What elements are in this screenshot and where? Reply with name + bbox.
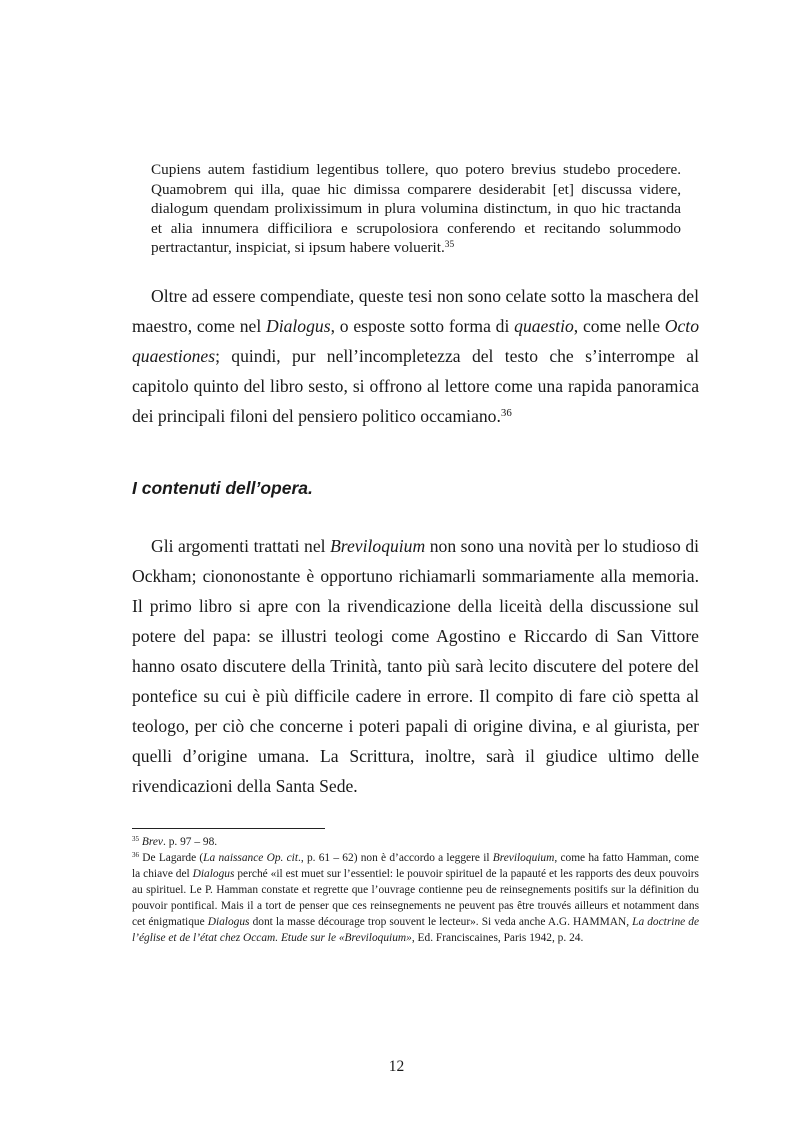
para1-italic-quaestio: quaestio <box>514 316 574 336</box>
footnote-36-number: 36 <box>132 851 140 860</box>
quote-text: Cupiens autem fastidium legentibus tollere, quo potero brevius studebo procedere. Quamobrem qui illa, quae hic dimissa comparere desiderabit [et] discussa videre, dialogum quendam prolixissimum in plura volumina distinctum, in quo hic tractanda et alia innumera difficiliora e scrupolosiora conferendo et recitando solummodo pertractantur, inspiciat, si ipsum habere voluerit. <box>151 161 681 256</box>
paragraph-contents <box>132 531 699 801</box>
footnote-separator <box>132 828 325 829</box>
footnotes <box>132 834 699 946</box>
para1-text-1: Oltre ad essere compendiate, queste tesi non sono celate sotto la maschera del maestro, come nel <box>132 286 699 336</box>
footnote-36-italic-2: Breviloquium <box>492 852 555 864</box>
footnote-36-text-1: De Lagarde ( <box>142 852 204 864</box>
footnote-36-text-6: , Ed. Franciscaines, Paris 1942, p. 24. <box>411 932 584 944</box>
section-heading: I contenuti dell’opera. <box>132 478 313 498</box>
para2-text-2: non sono una novità per lo studioso di Ockham; ciononostante è opportuno richiamarli sommariamente alla memoria. Il primo libro si apre con la rivendicazione della liceità della discussione sul potere del papa: se illustri teologi come Agostino e Riccardo di San Vittore hanno osato discutere della Trinità, tanto più sarà lecito discutere del potere del pontefice su cui è più difficile cadere in errore. Il compito di fare ciò spetta al teologo, per ciò che concerne i poteri papali di origine divina, e al giurista, per quelli d’origine umana. La Scrittura, inoltre, sarà il giudice ultimo delle rivendicazioni della Santa Sede. <box>132 536 699 796</box>
page-number: 12 <box>388 1058 405 1075</box>
para1-italic-dialogus: Dialogus <box>266 316 331 336</box>
para1-text-2: , o esposte sotto forma di <box>330 316 515 336</box>
footnote-36-text-3: , come ha fatto Hamman, come la chiave del <box>132 852 699 880</box>
footnote-35-number: 35 <box>132 835 140 844</box>
footnote-35-italic: Brev <box>141 836 163 848</box>
para1-text-3: , come nelle <box>573 316 665 336</box>
footnote-36-italic-4: Dialogus <box>207 916 250 928</box>
footnote-ref-36[interactable]: 36 <box>500 407 512 419</box>
block-quote <box>151 160 681 258</box>
footnote-ref-35[interactable]: 35 <box>444 239 455 250</box>
para1-italic-octo-quaestiones: Octo quaestiones <box>132 316 699 366</box>
footnote-36 <box>132 850 699 946</box>
paragraph-compendium <box>132 281 699 431</box>
footnote-36-text-2: ., p. 61 – 62) non è d’accordo a leggere il <box>298 852 493 864</box>
footnote-35-text: . p. 97 – 98. <box>163 836 218 848</box>
para2-text-1: Gli argomenti trattati nel <box>151 536 331 556</box>
para1-text-4: ; quindi, pur nell’incompletezza del testo che s’interrompe al capitolo quinto del libro sesto, si offrono al lettore come una rapida panoramica dei principali filoni del pensiero politico occamiano. <box>132 346 699 426</box>
para2-italic-breviloquium: Breviloquium <box>330 536 426 556</box>
footnote-35 <box>132 834 699 850</box>
footnote-36-text-5: dont la masse décourage trop souvent le lecteur». Si veda anche A.G. HAMMAN, <box>249 916 633 928</box>
footnote-36-italic-1: La naissance Op. cit <box>203 852 299 864</box>
footnote-36-italic-3: Dialogus <box>192 868 235 880</box>
footnote-36-italic-5: La doctrine de l’église et de l’état chez Occam. Etude sur le «Breviloquium» <box>132 916 700 944</box>
footnote-36-text-4: perché «il est muet sur l’essentiel: le pouvoir spirituel de la papauté et les rapports des deux pouvoirs au spirituel. Le P. Hamman constate et regrette que l’ouvrage contienne peu de reinsegnements positifs sur la définition du pouvoir pontifical. Mais il a tort de penser que ces reinsegnements ne peuvent pas être trouvés ailleurs et notamment dans cet énigmatique <box>132 868 699 928</box>
